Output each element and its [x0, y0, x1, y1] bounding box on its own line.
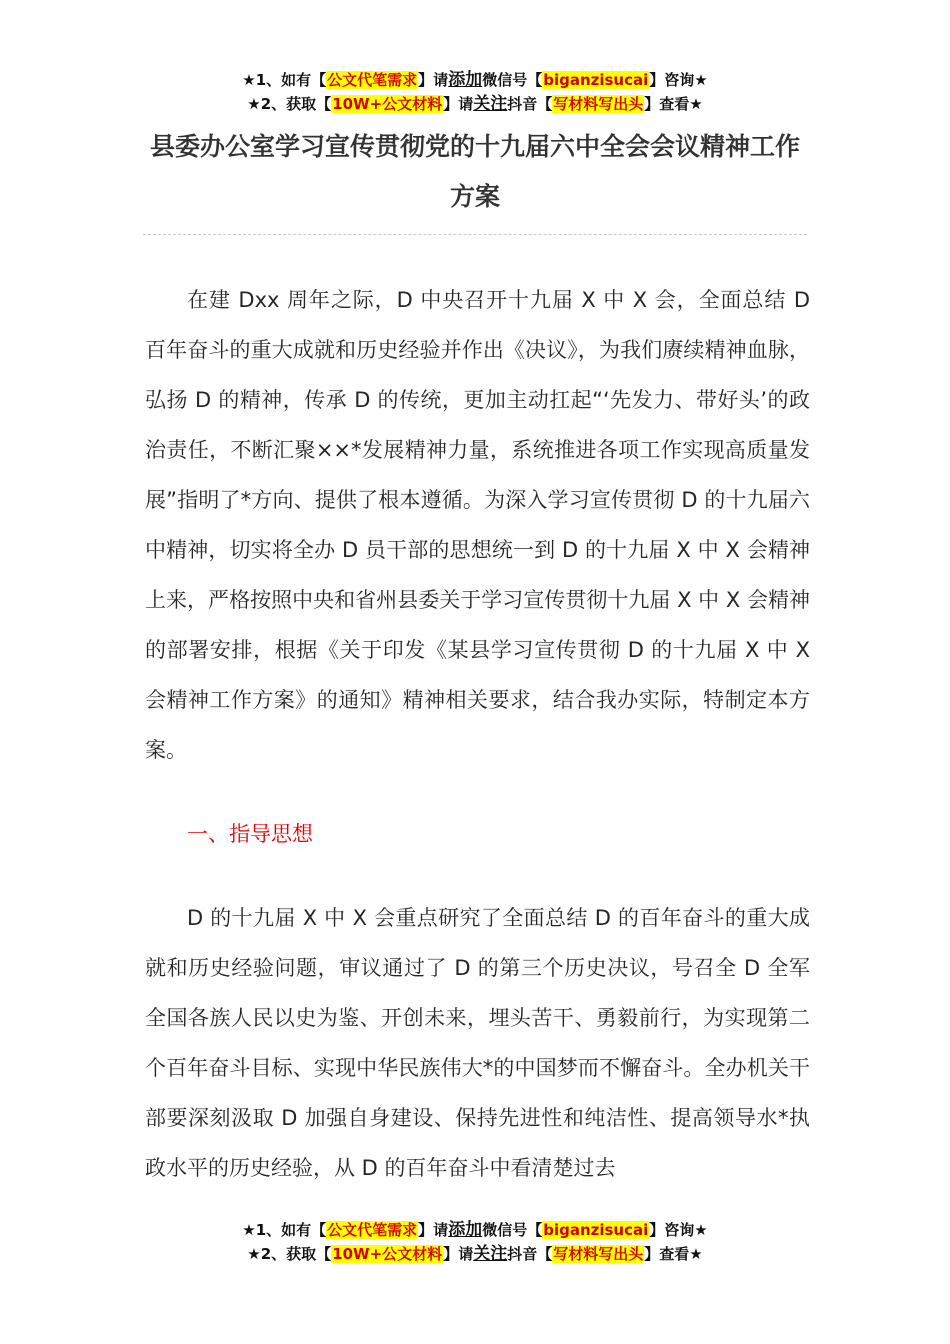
highlight-douyin-account: 写材料写出头 — [553, 1245, 644, 1263]
section-paragraph: D 的十九届 X 中 X 会重点研究了全面总结 D 的百年奋斗的重大成就和历史经验问题，审议通过了 D 的第三个历史决议，号召全 D 全军全国各族人民以史为鉴、开创未来，埋头苦干、勇毅前行，为实现第二个百年奋斗目标、实现中华民族伟大*的中国梦而不懈奋斗。全办机关干部要深刻汲取 D 加强自身建设、保持先进性和纯洁性、提高领导水*执政水平的历史经验，从 D 的百年奋斗中看清楚过去 — [145, 906, 810, 1180]
emphasis-follow: 关注 — [473, 94, 508, 114]
highlight-wechat-id: biganzisucai — [543, 71, 649, 89]
intro-paragraph: 在建 Dxx 周年之际，D 中央召开十九届 X 中 X 会，全面总结 D 百年奋斗的重大成就和历史经验并作出《决议》，为我们赓续精神血脉，弘扬 D 的精神，传承 D 的传统，更加主动扛起“‘先发力、带好头’的政治责任，不断汇聚××*发展精神力量，系统推进各项工作实现高质量发展”指明了*方向、提供了根本遵循。为深入学习宣传贯彻 D 的十九届六中精神，切实将全办 D 员干部的思想统一到 D 的十九届 X 中 X 会精神上来，严格按照中央和省州县委关于学习宣传贯彻十九届 X 中 X 会精神的部署安排，根据《关于印发《某县学习宣传贯彻 D 的十九届 X 中 X 会精神工作方案》的通知》精神相关要求，结合我办实际，特制定本方案。 — [145, 288, 810, 762]
highlight-materials: 10W+公文材料 — [332, 95, 443, 113]
promo-line-1: ★1、如有【公文代笔需求】请添加微信号【biganzisucai】咨询★ — [242, 1220, 708, 1240]
highlight-wechat-id: biganzisucai — [543, 1221, 649, 1239]
promo-banner-top — [0, 68, 950, 116]
emphasis-follow: 关注 — [473, 1244, 508, 1264]
promo-line-2: ★2、获取【10W+公文材料】请关注抖音【写材料写出头】查看★ — [247, 94, 703, 114]
document-title: 县委办公室学习宣传贯彻党的十九届六中全会会议精神工作方案 — [149, 132, 800, 211]
title-divider — [143, 234, 807, 235]
emphasis-add: 添加 — [448, 70, 483, 90]
highlight-douyin-account: 写材料写出头 — [553, 95, 644, 113]
promo-line-2: ★2、获取【10W+公文材料】请关注抖音【写材料写出头】查看★ — [247, 1244, 703, 1264]
promo-line-1: ★1、如有【公文代笔需求】请添加微信号【biganzisucai】咨询★ — [242, 70, 708, 90]
highlight-service: 公文代笔需求 — [327, 1221, 418, 1239]
star-icon: ★ — [242, 71, 256, 89]
section-heading-guiding-ideology: 一、指导思想 — [187, 822, 313, 846]
highlight-service: 公文代笔需求 — [327, 71, 418, 89]
star-icon: ★ — [242, 1221, 256, 1239]
promo-banner-bottom — [0, 1218, 950, 1266]
document-body — [145, 275, 810, 1193]
star-icon: ★ — [247, 95, 261, 113]
emphasis-add: 添加 — [448, 1220, 483, 1240]
highlight-materials: 10W+公文材料 — [332, 1245, 443, 1263]
star-icon: ★ — [247, 1245, 261, 1263]
